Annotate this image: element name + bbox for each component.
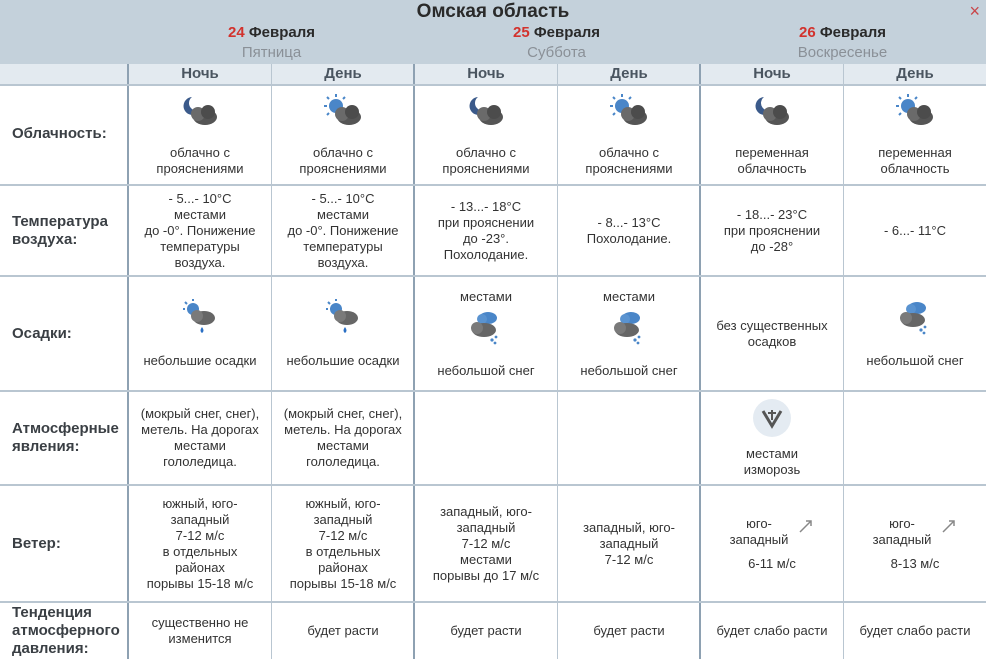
temp-cell [844, 186, 986, 275]
pressure-cell [558, 603, 700, 659]
precip-cell [844, 277, 986, 390]
period-header: Ночь [129, 64, 271, 84]
snow-icon [466, 309, 506, 351]
cell-text-line: 7-12 м/с [318, 527, 368, 543]
clouds-cell [844, 86, 986, 184]
pressure-cell [415, 603, 557, 659]
day-cloudy-icon [893, 93, 937, 133]
phen-cell [701, 392, 843, 484]
cell-text-line: южный, юго- [162, 495, 238, 511]
clouds-cell [701, 86, 843, 184]
precip-cell [701, 277, 843, 390]
day-cloudy-icon [321, 93, 365, 133]
grid-divider [0, 275, 986, 277]
wind-cell [844, 486, 986, 601]
rain-icon [180, 299, 220, 341]
cell-text-line: 8-13 м/с [890, 555, 940, 571]
cell-text-line: местами [174, 438, 226, 453]
phen-cell [844, 392, 986, 484]
cell-text-line: изморозь [743, 462, 801, 477]
cell-text-line: - 8...- 13°C [597, 214, 661, 230]
cell-text-line: - 5...- 10°C [311, 190, 375, 206]
hoarfrost-icon [752, 398, 792, 442]
temp-cell [701, 186, 843, 275]
cell-text-line: 7-12 м/с [461, 535, 511, 551]
cell-text-line: гололедица. [163, 454, 237, 469]
label-line: Температура [12, 212, 108, 230]
cell-text-line: 7-12 м/с [604, 551, 654, 567]
cell-text-line: - 18...- 23°C [736, 206, 808, 222]
cell-text-line: будет расти [450, 623, 522, 638]
cell-text-line: районах [175, 559, 225, 575]
label-line: давления: [12, 640, 89, 657]
day-caption-1 [129, 24, 414, 62]
pressure-cell [129, 603, 271, 659]
cell-text-line: районах [318, 559, 368, 575]
region-title: Омская область [416, 1, 570, 22]
day-number: 24 [227, 24, 245, 41]
label-line: Тенденция [12, 604, 92, 621]
grid-divider [127, 64, 129, 659]
temp-cell [558, 186, 700, 275]
cell-text-line: западный [313, 511, 373, 527]
grid-divider [843, 64, 844, 659]
label-line: явления: [12, 438, 80, 455]
phen-cell [415, 392, 557, 484]
cell-text-line: облачно с [456, 145, 516, 160]
cell-text-line: прояснениями [156, 161, 244, 176]
cell-text-line: температуры [303, 238, 383, 254]
precip-qualifier: местами [603, 288, 655, 304]
cell-text-line: температуры [160, 238, 240, 254]
label-line: Атмосферные [12, 420, 119, 437]
day-month: Февраля [248, 24, 315, 41]
snow-icon [609, 309, 649, 351]
day-number: 26 [798, 24, 816, 41]
cell-text-line: при прояснении [437, 214, 535, 230]
cell-text-line: - 5...- 10°C [168, 190, 232, 206]
cell-text-line: Похолодание. [586, 230, 672, 246]
cell-text-line: небольшой снег [580, 362, 678, 378]
cell-text-line: местами [174, 206, 226, 222]
snow-icon [895, 299, 935, 341]
cell-text-line: без существенных [716, 317, 828, 333]
label-line: воздуха: [12, 230, 78, 248]
pressure-cell [272, 603, 414, 659]
cell-text-line: будет расти [593, 623, 665, 638]
cell-text-line: будет расти [307, 623, 379, 638]
cell-text-line: местами [317, 438, 369, 453]
cell-text-line: переменная [735, 145, 809, 160]
cell-text-line: воздуха. [317, 254, 369, 270]
label-line: атмосферного [12, 622, 120, 639]
cell-text-line: небольшой снег [866, 352, 964, 368]
cell-text-line: воздуха. [174, 254, 226, 270]
cell-text-line: местами [317, 206, 369, 222]
day-month: Февраля [533, 24, 600, 41]
grid-divider [0, 601, 986, 603]
cell-text-line: небольшие осадки [286, 352, 400, 368]
grid-divider [0, 390, 986, 392]
row-label-pressure [0, 603, 128, 659]
cell-text-line: в отдельных [162, 543, 238, 559]
row-label-temperature [0, 186, 128, 275]
precip-cell [415, 277, 557, 390]
wind-cell [129, 486, 271, 601]
clouds-cell [558, 86, 700, 184]
cell-text-line: (мокрый снег, снег), [283, 406, 403, 421]
cell-text-line: западный [456, 519, 516, 535]
phen-cell [129, 392, 271, 484]
cell-text-line: 6-11 м/с [748, 555, 796, 571]
clouds-cell [272, 86, 414, 184]
cell-text-line: в отдельных [305, 543, 381, 559]
day-caption-2 [414, 24, 699, 62]
day-weekday: Суббота [527, 44, 586, 61]
grid-divider [413, 64, 415, 659]
wind-arrow-icon [798, 518, 814, 538]
cell-text-line: гололедица. [306, 454, 380, 469]
precip-cell [129, 277, 271, 390]
cell-text-line: юго- [889, 515, 915, 531]
temp-cell [415, 186, 557, 275]
cell-text-line: облачно с [313, 145, 373, 160]
cell-text-line: прояснениями [585, 161, 673, 176]
cell-text-line: осадков [747, 333, 797, 349]
cell-text-line: метель. На дорогах [141, 422, 259, 437]
cell-text-line: при прояснении [723, 222, 821, 238]
temp-cell [272, 186, 414, 275]
cell-text-line: 7-12 м/с [175, 527, 225, 543]
grid-divider [0, 84, 986, 86]
cell-text-line: западный, юго- [583, 519, 675, 535]
cell-text-line: западный [170, 511, 230, 527]
cell-text-line: прояснениями [442, 161, 530, 176]
period-header: День [844, 64, 986, 84]
cell-text-line: небольшие осадки [143, 352, 257, 368]
pressure-cell [844, 603, 986, 659]
cell-text-line: облачно с [599, 145, 659, 160]
row-label-phenomena [0, 392, 128, 484]
cell-text-line: метель. На дорогах [284, 422, 402, 437]
cell-text-line: порывы до 17 м/с [432, 567, 540, 583]
cell-text-line: облачно с [170, 145, 230, 160]
clouds-cell [415, 86, 557, 184]
cell-text-line: западный [872, 531, 932, 547]
cell-text-line: южный, юго- [305, 495, 381, 511]
grid-divider [0, 484, 986, 486]
rain-icon [323, 299, 363, 341]
period-header: Ночь [701, 64, 843, 84]
cell-text-line: облачность [737, 161, 807, 176]
grid-divider [271, 64, 272, 659]
cell-text-line: западный [599, 535, 659, 551]
day-number: 25 [512, 24, 530, 41]
wind-cell [558, 486, 700, 601]
row-label-wind: Ветер: [12, 534, 61, 552]
cell-text-line: западный [729, 531, 789, 547]
day-weekday: Пятница [241, 44, 302, 61]
grid-divider [699, 64, 701, 659]
cell-text-line: западный, юго- [440, 503, 532, 519]
precip-qualifier: местами [460, 288, 512, 304]
precip-cell [558, 277, 700, 390]
period-header: День [558, 64, 700, 84]
cell-text-line: существенно не [151, 615, 249, 630]
grid-divider [0, 184, 986, 186]
row-label-clouds: Облачность: [12, 125, 107, 142]
night-cloudy-icon [464, 93, 508, 133]
wind-cell [415, 486, 557, 601]
cell-text-line: до -0°. Понижение [287, 222, 399, 238]
wind-direction [873, 516, 958, 548]
cell-text-line: прояснениями [299, 161, 387, 176]
wind-cell [272, 486, 414, 601]
cell-text-line: до -0°. Понижение [144, 222, 256, 238]
cell-text-line: (мокрый снег, снег), [140, 406, 260, 421]
pressure-cell [701, 603, 843, 659]
cell-text-line: переменная [878, 145, 952, 160]
day-weekday: Воскресенье [797, 44, 888, 61]
cell-text-line: местами [746, 446, 798, 461]
cell-text-line: местами [460, 551, 512, 567]
cell-text-line: до -23°. [462, 230, 509, 246]
cell-text-line: до -28° [750, 238, 794, 254]
wind-arrow-icon [941, 518, 957, 538]
wind-cell [701, 486, 843, 601]
cell-text-line: Похолодание. [443, 246, 529, 262]
clouds-cell [129, 86, 271, 184]
cell-text-line: юго- [746, 515, 772, 531]
period-header: Ночь [415, 64, 557, 84]
night-cloudy-icon [178, 93, 222, 133]
night-cloudy-icon [750, 93, 794, 133]
cell-text-line: порывы 15-18 м/с [146, 575, 254, 591]
cell-text-line: будет слабо расти [716, 623, 828, 638]
phen-cell [558, 392, 700, 484]
precip-cell [272, 277, 414, 390]
cell-text-line: небольшой снег [437, 362, 535, 378]
day-caption-3 [700, 24, 985, 62]
cell-text-line: облачность [880, 161, 950, 176]
cell-text-line: - 6...- 11°C [883, 222, 947, 238]
phen-cell [272, 392, 414, 484]
cell-text-line: - 13...- 18°C [450, 198, 522, 214]
wind-direction [730, 516, 815, 548]
cell-text-line: изменится [168, 631, 232, 646]
cell-text-line: будет слабо расти [859, 623, 971, 638]
temp-cell [129, 186, 271, 275]
grid-divider [557, 64, 558, 659]
cell-text-line: порывы 15-18 м/с [289, 575, 397, 591]
row-label-precipitation: Осадки: [12, 324, 72, 342]
day-month: Февраля [819, 24, 886, 41]
period-header: День [272, 64, 414, 84]
period-header-blank [0, 64, 128, 84]
close-icon[interactable]: × [969, 1, 980, 21]
day-cloudy-icon [607, 93, 651, 133]
